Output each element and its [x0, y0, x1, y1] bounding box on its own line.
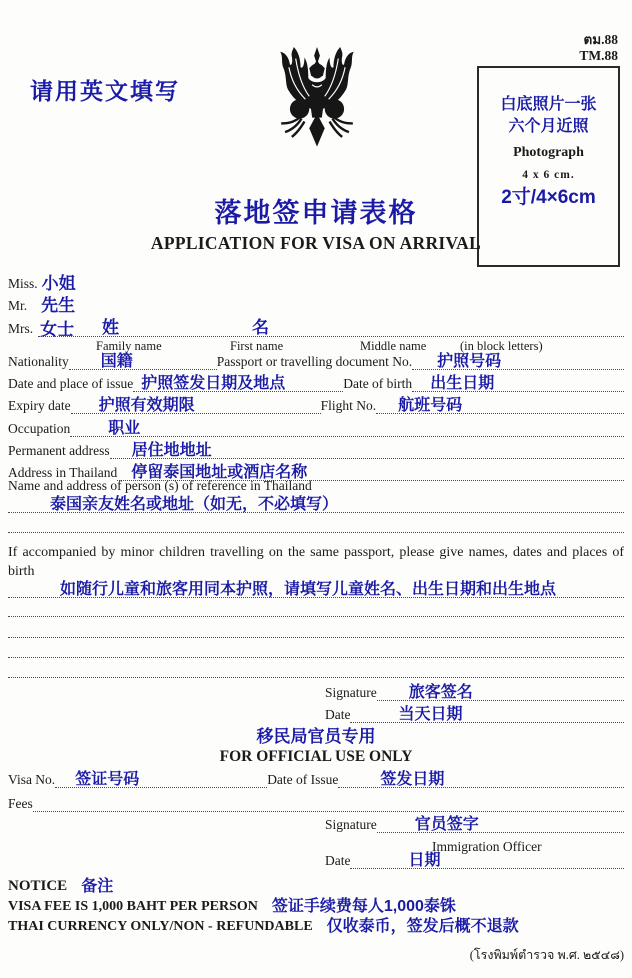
applicant-date-row	[325, 704, 624, 723]
date-of-issue-hint-cn: 签发日期	[380, 771, 445, 788]
permanent-address-label: Permanent address	[8, 443, 110, 459]
miss-label: Miss.	[8, 276, 38, 292]
salutation-mr-row	[8, 296, 624, 314]
date-of-issue-input-line[interactable]	[338, 768, 624, 788]
children-input-line[interactable]	[8, 579, 624, 598]
children-note-en: If accompanied by minor children travelling on the same passport, please give names, dates and places of birth	[8, 545, 624, 579]
nationality-label: Nationality	[8, 354, 69, 370]
applicant-signature-hint-cn: 旅客签名	[408, 684, 473, 701]
visa-fee-text-en: VISA FEE IS 1,000 BAHT PER PERSON	[8, 899, 258, 914]
permanent-address-hint-cn: 居住地地址	[131, 442, 212, 459]
flight-no-hint-cn: 航班号码	[398, 397, 463, 414]
applicant-signature-label: Signature	[325, 685, 377, 701]
children-row	[8, 579, 624, 598]
photo-size-cn: 2寸/4×6cm	[501, 187, 596, 208]
notice-label-cn: 备注	[81, 878, 114, 895]
officer-date-input-line[interactable]	[350, 850, 624, 869]
occupation-input-line[interactable]	[70, 417, 624, 437]
first-name-label: First name	[230, 339, 284, 353]
visa-no-hint-cn: 签证号码	[75, 771, 140, 788]
passport-no-input-line[interactable]	[412, 350, 624, 370]
visa-no-row	[8, 768, 624, 788]
photo-instruction-line2: 六个月近照	[508, 118, 589, 135]
passport-no-label: Passport or travelling document No.	[216, 354, 413, 370]
mr-hint-cn: 先生	[41, 296, 76, 315]
block-letters-label: (in block letters)	[460, 339, 543, 353]
photo-instruction-line1: 白底照片一张	[500, 96, 597, 113]
flight-no-input-line[interactable]	[376, 394, 624, 414]
photo-size-en: 4 x 6 cm.	[522, 169, 575, 181]
visa-no-input-line[interactable]	[55, 768, 267, 788]
officer-signature-hint-cn: 官员签字	[414, 816, 479, 833]
date-of-issue-label: Date of Issue	[267, 772, 339, 788]
officer-date-row	[325, 850, 624, 869]
applicant-signature-row	[325, 682, 624, 701]
applicant-date-hint-cn: 当天日期	[398, 706, 463, 723]
issue-birth-row	[8, 372, 624, 392]
nationality-passport-row	[8, 350, 624, 370]
expiry-hint-cn: 护照有效期限	[98, 397, 195, 414]
notice-fee-row	[8, 899, 456, 915]
reference-hint-cn: 泰国亲友姓名或地址（如无，不必填写）	[50, 496, 339, 513]
visa-fee-text-cn: 签证手续费每人1,000泰铢	[271, 898, 456, 915]
flight-no-label: Flight No.	[320, 398, 377, 414]
officer-date-hint-cn: 日期	[408, 852, 441, 869]
printer-note-th: (โรงพิมพ์ตำรวจ พ.ศ. ๒๕๔๘)	[469, 948, 624, 962]
permanent-address-row	[8, 439, 624, 459]
fees-input-line[interactable]	[33, 794, 624, 812]
mrs-hint-cn: 女士	[40, 320, 75, 339]
photo-label: Photograph	[513, 145, 584, 160]
permanent-address-input-line[interactable]	[110, 439, 624, 459]
issue-hint-cn: 护照签发日期及地点	[141, 375, 286, 392]
thai-address-label: Address in Thailand	[8, 465, 118, 481]
applicant-date-input-line[interactable]	[350, 704, 624, 723]
immigration-officer-label: Immigration Officer	[432, 839, 542, 854]
middle-name-label: Middle name	[360, 339, 427, 353]
mr-label: Mr.	[8, 298, 28, 314]
reference-row	[8, 494, 624, 513]
name-input-line[interactable]	[38, 336, 624, 337]
children-hint-cn: 如随行儿童和旅客用同本护照，请填写儿童姓名、出生日期和出生地点	[60, 581, 557, 598]
currency-text-cn: 仅收泰币，签发后概不退款	[326, 918, 519, 935]
visa-no-label: Visa No.	[8, 772, 56, 788]
occupation-row	[8, 417, 624, 437]
reference-blank-line[interactable]	[8, 532, 624, 533]
notice-title-row	[8, 878, 113, 895]
reference-label: Name and address of person (s) of reference in Thailand	[8, 478, 312, 493]
applicant-date-label: Date	[325, 707, 351, 723]
family-name-label: Family name	[96, 339, 162, 353]
currency-text-en: THAI CURRENCY ONLY/NON - REFUNDABLE	[8, 919, 313, 934]
birth-hint-cn: 出生日期	[430, 375, 495, 392]
nationality-input-line[interactable]	[69, 350, 217, 370]
thai-address-hint-cn: 停留泰国地址或酒店名称	[131, 464, 308, 481]
form-title-en: APPLICATION FOR VISA ON ARRIVAL	[150, 233, 482, 253]
official-use-header-cn: 移民局官员专用	[256, 727, 376, 746]
expiry-label: Expiry date	[8, 398, 71, 414]
children-blank-line-4[interactable]	[8, 677, 624, 678]
birth-label: Date of birth	[343, 376, 413, 392]
form-title-cn: 落地签申请表格	[214, 198, 418, 228]
officer-signature-label: Signature	[325, 817, 377, 833]
mrs-label: Mrs.	[8, 321, 34, 337]
issue-label: Date and place of issue	[8, 376, 134, 392]
form-code-thai: ตม.88	[583, 32, 618, 47]
occupation-hint-cn: 职业	[108, 420, 141, 437]
notice-label-en: NOTICE	[8, 878, 68, 894]
salutation-miss-row	[8, 274, 624, 292]
salutation-mrs-row	[8, 318, 624, 337]
reference-input-line[interactable]	[8, 494, 624, 513]
expiry-flight-row	[8, 394, 624, 414]
children-blank-line-1[interactable]	[8, 616, 624, 617]
expiry-input-line[interactable]	[71, 394, 321, 414]
occupation-label: Occupation	[8, 421, 71, 437]
birth-input-line[interactable]	[412, 372, 624, 392]
fill-in-english-note: 请用英文填写	[30, 78, 180, 104]
officer-date-label: Date	[325, 853, 351, 869]
surname-hint-cn: 姓	[102, 318, 119, 337]
form-code-en: TM.88	[579, 48, 618, 63]
notice-currency-row	[8, 919, 519, 935]
passport-no-hint-cn: 护照号码	[437, 353, 502, 370]
miss-hint-cn: 小姐	[41, 274, 76, 293]
garuda-emblem-icon	[258, 46, 376, 166]
children-blank-line-2[interactable]	[8, 637, 624, 638]
issue-input-line[interactable]	[133, 372, 343, 392]
officer-signature-row	[325, 814, 624, 833]
fees-label: Fees	[8, 796, 33, 812]
nationality-hint-cn: 国籍	[100, 353, 133, 370]
officer-signature-input-line[interactable]	[377, 814, 624, 833]
fees-row	[8, 794, 624, 812]
official-use-header-en: FOR OFFICIAL USE ONLY	[219, 748, 413, 765]
firstname-hint-cn: 名	[252, 318, 269, 337]
applicant-signature-input-line[interactable]	[377, 682, 624, 701]
children-blank-line-3[interactable]	[8, 657, 624, 658]
